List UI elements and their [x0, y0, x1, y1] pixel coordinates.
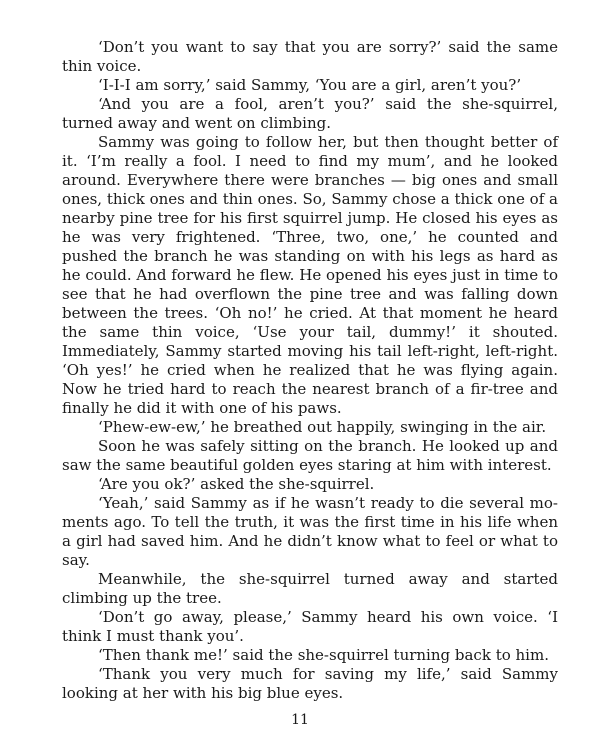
paragraph-3: ‘And you are a fool, aren’t you?’ said the she-squirrel, turned away and went on climbing. [62, 95, 558, 132]
paragraph-2: ‘I-I-I am sorry,’ said Sammy, ‘You are a girl, aren’t you?’ [98, 76, 522, 94]
paragraph-7: ‘Are you ok?’ asked the she-squirrel. [98, 475, 375, 493]
paragraph-9: Meanwhile, the she-squirrel turned away and started climbing up the tree. [62, 570, 558, 607]
paragraph-11: ‘Then thank me!’ said the she-squirrel turning back to him. [98, 646, 549, 664]
paragraph-6: Soon he was safely sitting on the branch. He looked up and saw the same beautiful golden eyes staring at him with interest. [62, 437, 558, 474]
paragraph-5: ‘Phew-ew-ew,’ he breathed out happily, swinging in the air. [98, 418, 547, 436]
paragraph-1: ‘Don’t you want to say that you are sorry?’ said the same thin voice. [62, 38, 558, 75]
paragraph-8: ‘Yeah,’ said Sammy as if he wasn’t ready to die several moments ago. To tell the truth, it was the first time in his life when a girl had saved him. And he didn’t know what to feel or what to say. [62, 494, 558, 569]
paragraph-12: ‘Thank you very much for saving my life,’ said Sammy looking at her with his big blue eyes. [62, 665, 558, 702]
paragraph-10: ‘Don’t go away, please,’ Sammy heard his own voice. ‘I think I must thank you’. [62, 608, 558, 645]
page-number: 11 [291, 712, 309, 728]
paragraph-4: Sammy was going to follow her, but then thought better of it. ‘I’m really a fool. I need to find my mum’, and he looked around. Everywhere there were branches — big ones and small ones, thick ones and thin ones. So, Sammy chose a thick one of a nearby pine tree for his first squirrel jump. He closed his eyes as he was very frightened. ‘Three, two, one,’ he counted and pushed the branch he was standing on with his legs as hard as he could. And forward he flew. He opened his eyes just in time to see that he had overflown the pine tree and was falling down between the trees. ‘Oh no!’ he cried. At that moment he heard the same thin voice, ‘Use your tail, dummy!’ it shouted. Immediately, Sammy started moving his tail left-right, left-right. ‘Oh yes!’ he cried when he realized that he was flying again. Now he tried hard to reach the nearest branch of a fir-tree and finally he did it with one of his paws. [62, 133, 558, 417]
body-text [62, 38, 558, 703]
